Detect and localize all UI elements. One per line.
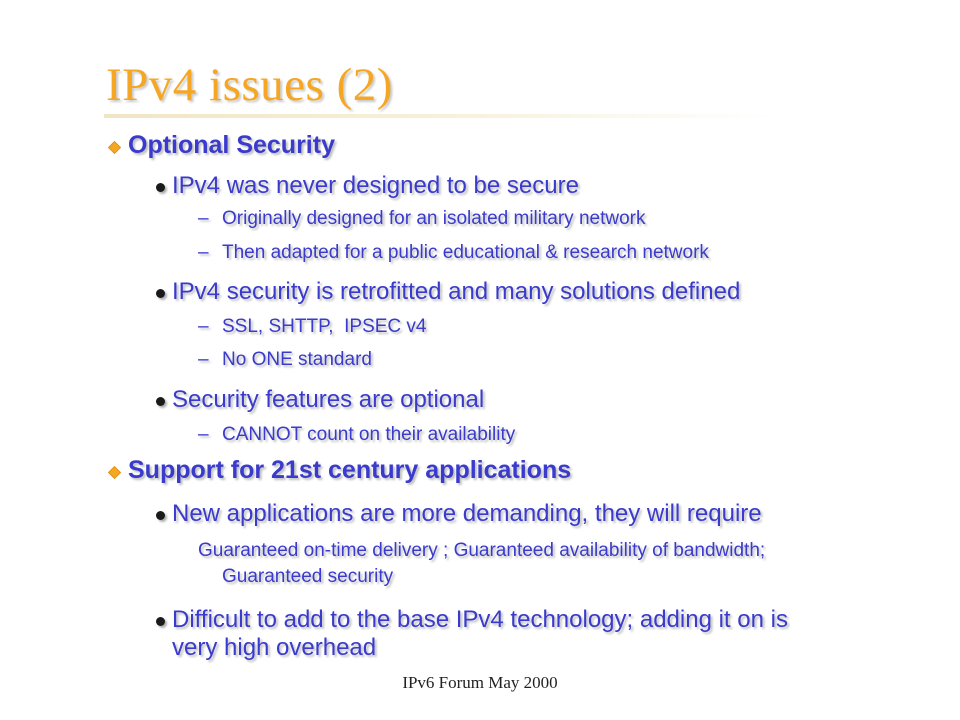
diamond-bullet-icon — [108, 466, 121, 479]
slide-footer: IPv6 Forum May 2000 — [402, 673, 558, 692]
round-bullet-icon — [156, 289, 165, 298]
sub-bullet-item: – SSL, SHTTP, IPSEC v4 — [198, 316, 427, 337]
round-bullet-icon — [156, 183, 165, 192]
sub-bullet-item: – Then adapted for a public educational & research network — [198, 242, 709, 263]
bullet-item: IPv4 was never designed to be secure — [172, 172, 579, 199]
sub-bullet-item: – No ONE standard — [198, 349, 372, 370]
diamond-bullet-icon — [108, 141, 121, 154]
round-bullet-icon — [156, 511, 165, 520]
bullet-item-continuation: very high overhead — [172, 634, 377, 661]
sub-bullet-item: – CANNOT count on their availability — [198, 424, 516, 445]
section-heading-optional-security: Optional Security — [128, 131, 335, 159]
bullet-item: IPv4 security is retrofitted and many solutions defined — [172, 278, 741, 305]
slide-title: IPv4 issues (2) — [106, 59, 393, 111]
section-heading-21st-century: Support for 21st century applications — [128, 456, 572, 484]
round-bullet-icon — [156, 397, 165, 406]
bullet-item: Security features are optional — [172, 386, 485, 413]
bullet-continuation-text: Guaranteed on-time delivery ; Guaranteed availability of bandwidth; Guaranteed security — [198, 540, 766, 587]
title-underline — [104, 114, 774, 118]
bullet-item: Difficult to add to the base IPv4 technology; adding it on is — [172, 606, 788, 633]
round-bullet-icon — [156, 617, 165, 626]
bullet-item: New applications are more demanding, they will require — [172, 500, 762, 527]
sub-bullet-item: – Originally designed for an isolated military network — [198, 208, 646, 229]
